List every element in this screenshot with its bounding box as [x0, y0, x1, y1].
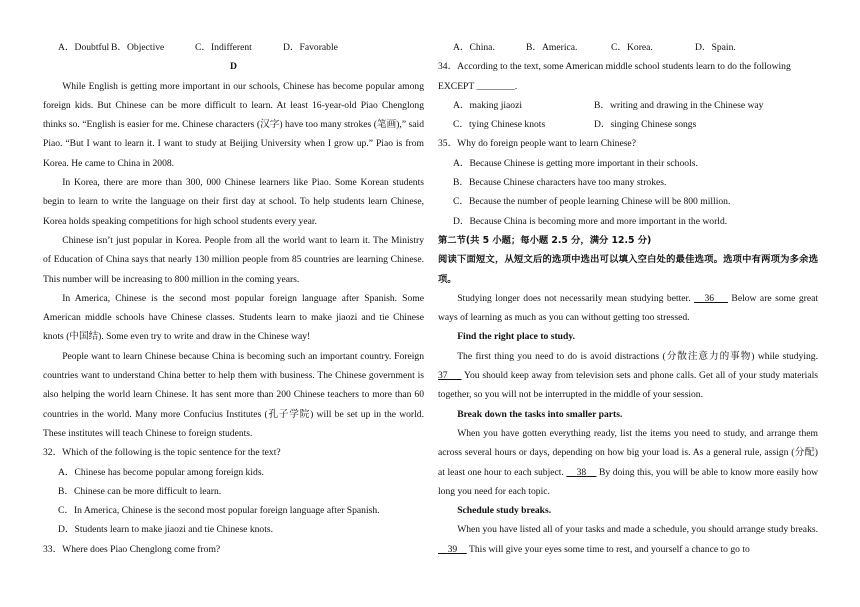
q34-option-d: D．singing Chinese songs	[594, 119, 697, 131]
cloze-text: Below are some great ways of learning as much as you can without getting too stressed.	[438, 292, 819, 324]
cloze-paragraph-2	[438, 347, 818, 405]
cloze-paragraph-4	[438, 520, 818, 559]
cloze-paragraph-1	[438, 289, 818, 328]
heading-break-down: Break down the tasks into smaller parts.	[457, 408, 623, 420]
question-33: 33．Where does Piao Chenglong come from?	[43, 543, 221, 555]
q34-option-a: A．making jiaozi	[453, 99, 523, 111]
q34-options-row-2	[438, 115, 818, 134]
q35-option-d: D．Because China is becoming more and more important in the world.	[453, 215, 728, 227]
q31-option-c: C．Indifferent	[195, 42, 252, 53]
passage-paragraph-3: Chinese isn’t just popular in Korea. People from all the world want to learn it. The Ministry of Education of China says that nearly 130 million people from 85 countries are learning Chinese. This number will be increasing to 800 million in the coming years.	[43, 234, 424, 285]
passage-label: D	[230, 61, 237, 73]
cloze-text: This will give your eyes some time to rest, and yourself a chance to go to	[469, 543, 750, 555]
blank-38: 38	[576, 466, 587, 478]
q34-option-b: B．writing and drawing in the Chinese way	[594, 99, 764, 111]
blank-37: 37	[438, 370, 448, 382]
cloze-paragraph-3	[438, 424, 818, 501]
blank-39: 39	[447, 543, 458, 555]
heading-right-place: Find the right place to study.	[457, 331, 575, 343]
blank-36: 36	[704, 292, 715, 304]
q34-option-c: C．tying Chinese knots	[453, 119, 546, 131]
q32-option-a: A．Chinese has become popular among foreign kids.	[58, 466, 264, 478]
q33-option-c: C．Korea.	[611, 42, 653, 53]
q32-option-c: C．In America, Chinese is the second most popular foreign language after Spanish.	[58, 505, 380, 517]
q31-option-d: D．Favorable	[283, 42, 338, 53]
heading-schedule-breaks: Schedule study breaks.	[457, 505, 552, 517]
cloze-text: When you have listed all of your tasks and made a schedule, you should arrange study breaks.	[457, 524, 818, 536]
passage-paragraph-1: While English is getting more important in our schools, Chinese has become popular among foreign kids. But Chinese can be more difficult to learn. At least 16-year-old Piao Chenglong thinks so. “English is easier for me. Chinese characters (汉字) have too many strokes (笔画),” said Piao. “But I want to learn it. I want to study at Beijing University when I grow up.” Piao is from Korea. He came to China in 2008.	[43, 80, 424, 169]
q34-options-row-1	[438, 96, 818, 115]
passage-paragraph-2: In Korea, there are more than 300, 000 Chinese learners like Piao. Some Korean students begin to learn to write the language on their first day at school. To help students learn Chinese, Korea holds speaking competitions for high school students every year.	[43, 177, 424, 227]
q31-option-a: A．Doubtful	[58, 42, 110, 53]
passage-paragraph-5: People want to learn Chinese because China is becoming such an important country. Foreign countries want to understand China better to help them with business. The Chinese government is also helping the world learn Chinese. It has sent more than 200 Chinese teachers to more than 60 countries in the world. Many more Confucius Institutes (孔子学院) will be set up in the world. These institutes will teach Chinese to foreign students.	[43, 350, 424, 439]
cloze-text: When you have gotten everything ready, list the items you need to study, and arrange them across several hours or days, depending on how big your load is. As a general rule, assign (分配) at least one hour to each subject.	[438, 427, 818, 478]
question-35: 35．Why do foreign people want to learn Chinese?	[438, 138, 636, 150]
q33-option-d: D．Spain.	[695, 42, 736, 53]
left-column	[43, 38, 424, 559]
question-32: 32．Which of the following is the topic sentence for the text?	[43, 447, 281, 459]
right-column	[438, 38, 818, 559]
q33-option-b: B．America.	[526, 42, 578, 53]
section-2-instructions: 阅读下面短文，从短文后的选项中选出可以填入空白处的最佳选项。选项中有两项为多余选项。	[438, 254, 818, 285]
q33-option-a: A．China.	[453, 42, 495, 53]
q35-option-b: B．Because Chinese characters have too many strokes.	[453, 177, 667, 189]
q32-option-b: B．Chinese can be more difficult to learn.	[58, 485, 222, 497]
passage-paragraph-4: In America, Chinese is the second most popular foreign language after Spanish. Some American middle schools have Chinese classes. Students learn to make jiaozi and tie Chinese knots (中国结). Some even try to write and draw in the Chinese way!	[43, 292, 424, 343]
cloze-text: Studying longer does not necessarily mean studying better.	[457, 292, 691, 304]
question-34-line-1: 34．According to the text, some American middle school students learn to do the following	[438, 61, 791, 73]
cloze-text: The first thing you need to do is avoid distractions (分散注意力的事物) while studying.	[457, 350, 818, 362]
cloze-text: By doing this, you will be able to know more easily how long you need for each topic.	[438, 466, 819, 497]
cloze-text: You should keep away from television sets and phone calls. Get all of your study materials together, so you will not be interrupted in the middle of your session.	[438, 370, 818, 401]
section-2-title: 第二节(共 5 小题；每小题 2.5 分，满分 12.5 分)	[438, 234, 652, 246]
q35-option-c: C．Because the number of people learning Chinese will be 800 million.	[453, 196, 731, 208]
q32-option-d: D．Students learn to make jiaozi and tie Chinese knots.	[58, 524, 274, 536]
q31-options	[43, 38, 424, 57]
q35-option-a: A．Because Chinese is getting more important in their schools.	[453, 157, 698, 169]
question-34-line-2: EXCEPT ________.	[438, 80, 518, 92]
q31-option-b: B．Objective	[111, 42, 165, 53]
q33-options	[438, 38, 818, 57]
